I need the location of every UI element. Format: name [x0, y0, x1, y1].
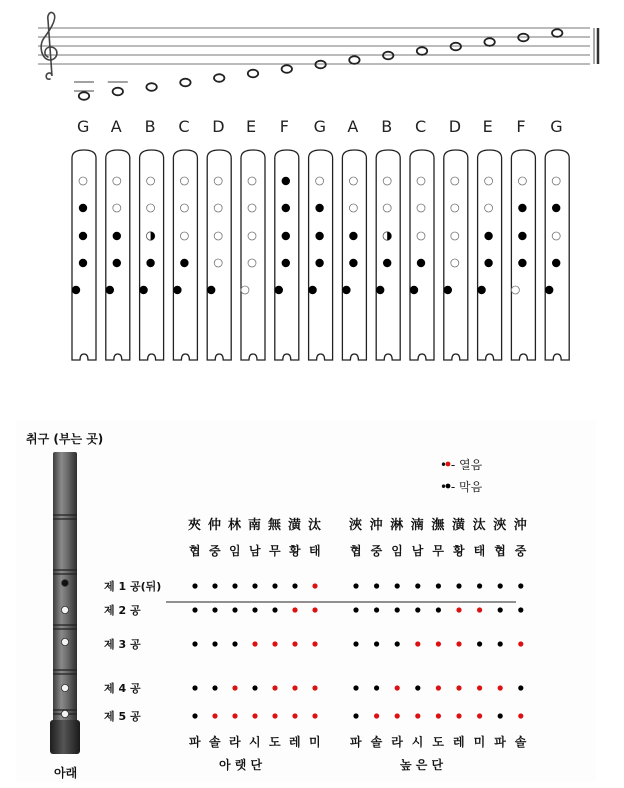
- daegeum-foot: [50, 720, 80, 754]
- flute-chart-3: [139, 150, 163, 360]
- back-hole: [62, 580, 69, 587]
- hole-closed: [484, 259, 492, 267]
- hangul-label: 협: [494, 544, 506, 558]
- whole-note: [180, 79, 190, 87]
- hole-closed: [518, 259, 526, 267]
- dot-open: [292, 685, 297, 690]
- dot-closed: [477, 583, 482, 588]
- hole-open: [417, 232, 425, 240]
- hole-open: [248, 177, 256, 185]
- hole-open: [113, 204, 121, 212]
- dot-closed: [232, 583, 237, 588]
- hole-closed: [342, 286, 350, 294]
- dot-open: [477, 685, 482, 690]
- hanja-label: 潢: [288, 518, 302, 533]
- dot-closed: [192, 641, 197, 646]
- hole-closed: [518, 204, 526, 212]
- hole-closed: [79, 232, 87, 240]
- range-label-low: 아 랫 단: [219, 758, 263, 772]
- daegeum-tube: [53, 452, 77, 752]
- note-name-label: D: [212, 117, 225, 136]
- whole-note: [552, 29, 562, 37]
- hole-closed: [315, 232, 323, 240]
- dot-closed: [415, 607, 420, 612]
- whole-note: [349, 56, 359, 64]
- dot-closed: [192, 607, 197, 612]
- hole-open: [180, 232, 188, 240]
- dot-closed: [212, 583, 217, 588]
- dot-open: [477, 607, 482, 612]
- dot-open: [272, 713, 277, 718]
- dot-open: [518, 713, 523, 718]
- hole-closed: [484, 232, 492, 240]
- hole-open: [241, 286, 249, 294]
- hole-open: [248, 259, 256, 267]
- hole-open: [451, 177, 459, 185]
- hole-open: [451, 259, 459, 267]
- hole-open: [451, 204, 459, 212]
- flute-chart-10: [376, 150, 400, 360]
- hangul-label: 황: [289, 544, 301, 558]
- dot-open: [395, 685, 400, 690]
- hole-closed: [282, 232, 290, 240]
- hole-open: [552, 232, 560, 240]
- whole-note: [113, 88, 123, 96]
- dot-open: [232, 685, 237, 690]
- staff-lines: [38, 28, 598, 64]
- dot-closed: [518, 583, 523, 588]
- dot-open: [312, 607, 317, 612]
- dot-open: [518, 641, 523, 646]
- solfege-label: 레: [453, 735, 465, 749]
- hanja-label: 浹: [349, 518, 363, 533]
- hole-closed: [79, 259, 87, 267]
- solfege-label: 파: [189, 735, 201, 749]
- note-1: [74, 82, 94, 100]
- dot-open: [415, 641, 420, 646]
- dot-open: [415, 713, 420, 718]
- hole-open: [316, 177, 324, 185]
- note-name-label: G: [550, 117, 563, 136]
- dot-closed: [212, 641, 217, 646]
- hangul-label: 태: [473, 544, 486, 558]
- hanja-label: 汰: [472, 518, 486, 533]
- dot-closed: [436, 607, 441, 612]
- whole-note: [214, 74, 224, 82]
- hole-open: [214, 259, 222, 267]
- hangul-label: 남: [249, 544, 261, 558]
- hole-open: [417, 204, 425, 212]
- note-name-label: C: [178, 117, 190, 136]
- hole-closed: [518, 232, 526, 240]
- solfege-label: 미: [309, 735, 321, 749]
- dot-open: [456, 607, 461, 612]
- note-name-label: B: [381, 117, 393, 136]
- solfege-label: 솔: [209, 735, 221, 749]
- note-7: [282, 65, 292, 73]
- legend-open-label: • - 열음: [440, 458, 483, 472]
- dot-closed: [252, 607, 257, 612]
- note-5: [214, 74, 224, 82]
- hole-row-label: 제 5 공: [104, 710, 141, 723]
- dot-closed: [252, 685, 257, 690]
- dot-closed: [192, 583, 197, 588]
- note-6: [248, 70, 258, 78]
- dot-closed: [192, 713, 197, 718]
- hole-closed: [417, 259, 425, 267]
- hole-closed: [282, 177, 290, 185]
- hole-closed: [207, 286, 215, 294]
- hole-open: [383, 177, 391, 185]
- hole-open: [113, 177, 121, 185]
- dot-closed: [212, 685, 217, 690]
- dot-closed: [232, 607, 237, 612]
- note-name-label: E: [482, 117, 493, 136]
- flute-chart-6: [241, 150, 265, 360]
- whole-note: [146, 83, 156, 91]
- dot-open: [312, 583, 317, 588]
- dot-closed: [374, 607, 379, 612]
- dot-open: [272, 641, 277, 646]
- hangul-label: 무: [432, 544, 444, 558]
- flute-chart-4: [173, 150, 197, 360]
- dot-open: [272, 685, 277, 690]
- flute-chart-12: [444, 150, 468, 360]
- dot-closed: [353, 583, 358, 588]
- hole-closed: [315, 204, 323, 212]
- dot-closed: [292, 583, 297, 588]
- dot-closed: [415, 685, 420, 690]
- hole-closed: [282, 204, 290, 212]
- flute-chart-13: [477, 150, 501, 360]
- hole-open: [485, 204, 493, 212]
- hole-row-label: 제 4 공: [104, 682, 141, 695]
- dot-closed: [498, 583, 503, 588]
- hole-open: [248, 204, 256, 212]
- dot-closed: [232, 641, 237, 646]
- hangul-label: 중: [209, 544, 221, 558]
- hole-open: [552, 177, 560, 185]
- solfege-label: 미: [473, 735, 486, 749]
- dot-closed: [415, 583, 420, 588]
- flute-chart-9: [342, 150, 366, 360]
- hangul-label: 황: [453, 544, 465, 558]
- daegeum-dot-grid: [192, 583, 523, 718]
- hanja-label: 南: [248, 518, 262, 533]
- note-name-label: F: [516, 117, 526, 136]
- hangul-label: 남: [411, 544, 424, 558]
- hole-closed: [139, 286, 147, 294]
- flute-chart-11: [410, 150, 434, 360]
- hole-open: [383, 204, 391, 212]
- dot-open: [312, 713, 317, 718]
- dot-closed: [353, 713, 358, 718]
- dot-open: [292, 713, 297, 718]
- dot-closed: [272, 607, 277, 612]
- hole-closed: [444, 286, 452, 294]
- daegeum-instrument-image: [50, 452, 80, 754]
- dot-open: [395, 713, 400, 718]
- hanja-label: 潕: [431, 518, 445, 533]
- dot-closed: [212, 607, 217, 612]
- hangul-label: 태: [309, 544, 321, 558]
- dot-open: [212, 713, 217, 718]
- hangul-label: 무: [269, 544, 281, 558]
- dot-open: [498, 685, 503, 690]
- note-4: [180, 79, 190, 87]
- dot-closed: [498, 641, 503, 646]
- hole-open: [349, 204, 357, 212]
- solfege-label: 솔: [370, 735, 383, 749]
- note-name-label: B: [144, 117, 156, 136]
- daegeum-fingering-panel: [16, 420, 596, 782]
- flute-chart-5: [207, 150, 231, 360]
- dot-closed: [252, 583, 257, 588]
- dot-closed: [374, 641, 379, 646]
- dot-closed: [192, 685, 197, 690]
- hole-closed: [477, 286, 485, 294]
- dot-open: [252, 641, 257, 646]
- dot-closed: [477, 641, 482, 646]
- solfege-label: 시: [411, 735, 424, 749]
- flute-chart-2: [106, 150, 130, 360]
- solfege-label: 시: [249, 735, 261, 749]
- note-3: [146, 83, 156, 91]
- hole-row-label: 제 1 공(뒤): [104, 580, 162, 593]
- hole-closed: [552, 259, 560, 267]
- hole-open: [147, 177, 155, 185]
- daegeum-canvas: [16, 420, 596, 782]
- dot-open: [456, 685, 461, 690]
- hangul-label: 협: [350, 544, 362, 558]
- dot-closed: [272, 583, 277, 588]
- hole-open: [518, 177, 526, 185]
- dot-closed: [395, 641, 400, 646]
- dot-closed: [395, 607, 400, 612]
- dot-open: [374, 713, 379, 718]
- hole-open: [248, 232, 256, 240]
- hanja-label: 浹: [493, 518, 507, 533]
- note-name-label: C: [415, 117, 427, 136]
- whole-note: [282, 65, 292, 73]
- hangul-label: 임: [229, 544, 241, 558]
- dot-closed: [498, 607, 503, 612]
- dot-open: [292, 641, 297, 646]
- hanja-label: 潢: [452, 518, 466, 533]
- note-name-label: D: [448, 117, 462, 136]
- dot-closed: [374, 685, 379, 690]
- solfege-label: 파: [350, 735, 362, 749]
- dot-closed: [374, 583, 379, 588]
- hanja-label: 仲: [208, 518, 222, 533]
- dot-open: [477, 713, 482, 718]
- legend-closed-label: • - 막음: [440, 480, 483, 494]
- solfege-label: 도: [269, 735, 281, 749]
- hole-closed: [410, 286, 418, 294]
- hole-open: [485, 177, 493, 185]
- hole-open: [451, 232, 459, 240]
- hole-closed: [275, 286, 283, 294]
- hole-closed: [173, 286, 181, 294]
- hanja-label: 無: [268, 518, 282, 533]
- hole-open: [180, 177, 188, 185]
- range-label-high: 높 은 단: [400, 758, 444, 772]
- hole-closed: [376, 286, 384, 294]
- hole-open: [417, 177, 425, 185]
- hole-3: [61, 638, 68, 645]
- note-11: [417, 47, 427, 55]
- solfege-label: 파: [494, 735, 506, 749]
- solfege-label: 솔: [514, 735, 527, 749]
- dot-open: [436, 713, 441, 718]
- dot-closed: [518, 685, 523, 690]
- note-13: [484, 38, 494, 46]
- hole-closed: [315, 259, 323, 267]
- hole-closed: [106, 286, 114, 294]
- hanja-label: 淋: [390, 518, 404, 533]
- hole-2: [61, 606, 68, 613]
- flute-fingering-charts: [72, 150, 569, 360]
- hole-closed: [545, 286, 553, 294]
- hole-closed: [180, 259, 188, 267]
- note-name-label: F: [279, 117, 289, 136]
- dot-open: [312, 685, 317, 690]
- hangul-label: 협: [189, 544, 201, 558]
- dot-open: [456, 713, 461, 718]
- whole-note: [417, 47, 427, 55]
- hole-open: [180, 204, 188, 212]
- dot-closed: [518, 607, 523, 612]
- solfege-label: 라: [229, 735, 241, 749]
- dot-closed: [436, 583, 441, 588]
- hole-4: [61, 684, 68, 691]
- hole-row-label: 제 3 공: [104, 638, 141, 651]
- dot-open: [456, 641, 461, 646]
- hole-open: [79, 177, 87, 185]
- flute-chart-14: [511, 150, 535, 360]
- hole-closed: [349, 259, 357, 267]
- hole-closed: [308, 286, 316, 294]
- hole-closed: [349, 232, 357, 240]
- dot-closed: [353, 641, 358, 646]
- dot-closed: [353, 607, 358, 612]
- hole-open: [147, 204, 155, 212]
- hole-5: [61, 710, 68, 717]
- hole-closed: [146, 259, 154, 267]
- solfege-label: 도: [432, 735, 444, 749]
- dot-open: [312, 641, 317, 646]
- hole-closed: [383, 259, 391, 267]
- flute-chart-7: [275, 150, 299, 360]
- hole-open: [511, 286, 519, 294]
- hole-row-label: 제 2 공: [104, 604, 141, 617]
- hole-closed: [79, 204, 87, 212]
- dot-open: [436, 685, 441, 690]
- flute-chart-8: [308, 150, 332, 360]
- flute-chart-15: [545, 150, 569, 360]
- note-name-label: A: [347, 117, 359, 136]
- bottom-label: 아래: [54, 766, 78, 780]
- hanja-label: 沖: [513, 518, 527, 533]
- hole-open: [214, 177, 222, 185]
- hole-open: [214, 232, 222, 240]
- mouthpiece-label: 취구 (부는 곳): [26, 432, 104, 446]
- dot-open: [232, 713, 237, 718]
- flute-chart-1: [72, 150, 96, 360]
- dot-open: [252, 713, 257, 718]
- dot-open: [436, 641, 441, 646]
- dot-closed: [353, 685, 358, 690]
- note-name-label: G: [77, 117, 90, 136]
- hangul-label: 임: [391, 544, 403, 558]
- note-name-label: G: [313, 117, 326, 136]
- dot-closed: [498, 713, 503, 718]
- whole-note: [484, 38, 494, 46]
- hanja-label: 沖: [369, 518, 383, 533]
- hanja-label: 汰: [308, 518, 322, 533]
- hole-closed: [72, 286, 80, 294]
- note-name-label: E: [246, 117, 257, 136]
- hole-closed: [113, 232, 121, 240]
- hangul-label: 중: [514, 544, 527, 558]
- hangul-label: 중: [370, 544, 383, 558]
- whole-note: [79, 92, 89, 100]
- note-2: [108, 82, 128, 95]
- solfege-label: 레: [289, 735, 301, 749]
- hole-closed: [552, 204, 560, 212]
- note-9: [349, 56, 359, 64]
- note-15: [552, 29, 562, 37]
- whole-note: [248, 70, 258, 78]
- hole-open: [349, 177, 357, 185]
- hanja-label: 林: [228, 518, 242, 533]
- note-name-label: A: [110, 117, 122, 136]
- dot-closed: [395, 583, 400, 588]
- dot-open: [292, 607, 297, 612]
- dot-closed: [456, 583, 461, 588]
- hanja-label: 夾: [188, 518, 202, 533]
- hole-closed: [113, 259, 121, 267]
- hanja-label: 湳: [410, 518, 424, 533]
- hole-closed: [282, 259, 290, 267]
- solfege-label: 라: [391, 735, 403, 749]
- hole-open: [214, 204, 222, 212]
